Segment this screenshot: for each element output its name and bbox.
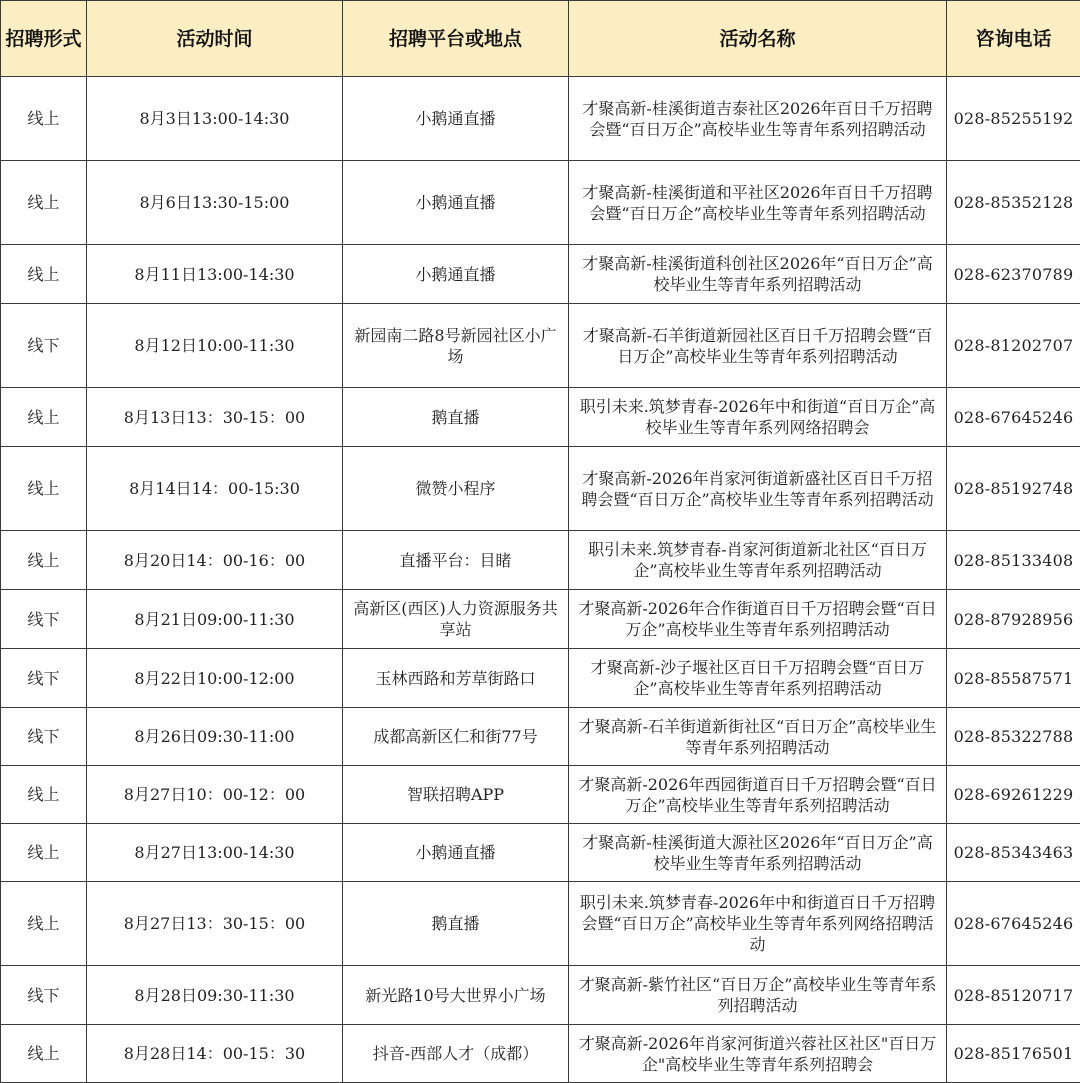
cell-place: 玉林西路和芳草街路口 (343, 649, 569, 708)
cell-format: 线上 (1, 245, 87, 304)
cell-place: 新光路10号大世界小广场 (343, 966, 569, 1025)
cell-phone: 028-85587571 (947, 649, 1080, 708)
cell-phone: 028-85133408 (947, 531, 1080, 590)
cell-name: 才聚高新-2026年西园街道百日千万招聘会暨“百日万企”高校毕业生等青年系列招聘活动 (569, 766, 947, 824)
cell-phone: 028-85255192 (947, 77, 1080, 161)
table-row (1, 824, 1080, 882)
cell-place: 高新区(西区)人力资源服务共享站 (343, 590, 569, 649)
cell-place: 鹅直播 (343, 388, 569, 447)
cell-format: 线上 (1, 77, 87, 161)
table-row (1, 708, 1080, 766)
cell-phone: 028-62370789 (947, 245, 1080, 304)
cell-phone: 028-85322788 (947, 708, 1080, 766)
cell-phone: 028-81202707 (947, 304, 1080, 388)
cell-place: 成都高新区仁和街77号 (343, 708, 569, 766)
cell-format: 线下 (1, 966, 87, 1025)
cell-format: 线上 (1, 161, 87, 245)
cell-name: 才聚高新-桂溪街道吉泰社区2026年百日千万招聘会暨“百日万企”高校毕业生等青年系列招聘活动 (569, 77, 947, 161)
cell-format: 线上 (1, 766, 87, 824)
cell-place: 抖音-西部人才（成都） (343, 1025, 569, 1083)
cell-time: 8月14日14：00-15:30 (87, 447, 343, 531)
table-row (1, 531, 1080, 590)
cell-format: 线上 (1, 388, 87, 447)
table-header (1, 1, 1080, 77)
table-row (1, 649, 1080, 708)
cell-phone: 028-69261229 (947, 766, 1080, 824)
cell-name: 职引未来.筑梦青春-2026年中和街道百日千万招聘会暨“百日万企”高校毕业生等青年系列网络招聘活动 (569, 882, 947, 966)
cell-place: 小鹅通直播 (343, 245, 569, 304)
cell-name: 才聚高新-桂溪街道大源社区2026年“百日万企”高校毕业生等青年系列招聘活动 (569, 824, 947, 882)
table-row (1, 1025, 1080, 1083)
cell-format: 线上 (1, 531, 87, 590)
cell-time: 8月12日10:00-11:30 (87, 304, 343, 388)
cell-phone: 028-85120717 (947, 966, 1080, 1025)
cell-place: 智联招聘APP (343, 766, 569, 824)
cell-place: 小鹅通直播 (343, 77, 569, 161)
cell-name: 才聚高新-沙子堰社区百日千万招聘会暨“百日万企”高校毕业生等青年系列招聘活动 (569, 649, 947, 708)
table-body (1, 77, 1080, 1083)
table-row (1, 882, 1080, 966)
cell-time: 8月28日14：00-15：30 (87, 1025, 343, 1083)
cell-format: 线下 (1, 304, 87, 388)
cell-time: 8月21日09:00-11:30 (87, 590, 343, 649)
cell-name: 才聚高新-2026年肖家河街道兴蓉社区社区"百日万企"高校毕业生等青年系列招聘会 (569, 1025, 947, 1083)
header-name: 活动名称 (569, 1, 947, 77)
cell-phone: 028-85343463 (947, 824, 1080, 882)
cell-name: 才聚高新-桂溪街道科创社区2026年“百日万企”高校毕业生等青年系列招聘活动 (569, 245, 947, 304)
table-row (1, 590, 1080, 649)
cell-phone: 028-67645246 (947, 882, 1080, 966)
cell-name: 才聚高新-紫竹社区“百日万企”高校毕业生等青年系列招聘活动 (569, 966, 947, 1025)
cell-name: 才聚高新-石羊街道新街社区“百日万企”高校毕业生等青年系列招聘活动 (569, 708, 947, 766)
cell-time: 8月26日09:30-11:00 (87, 708, 343, 766)
cell-format: 线上 (1, 447, 87, 531)
cell-phone: 028-85352128 (947, 161, 1080, 245)
table-row (1, 77, 1080, 161)
cell-name: 职引未来.筑梦青春-2026年中和街道“百日万企”高校毕业生等青年系列网络招聘会 (569, 388, 947, 447)
cell-time: 8月27日13:00-14:30 (87, 824, 343, 882)
header-phone: 咨询电话 (947, 1, 1080, 77)
cell-format: 线上 (1, 824, 87, 882)
cell-place: 小鹅通直播 (343, 161, 569, 245)
cell-format: 线下 (1, 708, 87, 766)
cell-place: 新园南二路8号新园社区小广场 (343, 304, 569, 388)
table-row (1, 966, 1080, 1025)
header-format: 招聘形式 (1, 1, 87, 77)
cell-name: 才聚高新-石羊街道新园社区百日千万招聘会暨“百日万企”高校毕业生等青年系列招聘活动 (569, 304, 947, 388)
cell-name: 才聚高新-桂溪街道和平社区2026年百日千万招聘会暨“百日万企”高校毕业生等青年系列招聘活动 (569, 161, 947, 245)
cell-time: 8月6日13:30-15:00 (87, 161, 343, 245)
header-row (1, 1, 1080, 77)
cell-time: 8月11日13:00-14:30 (87, 245, 343, 304)
cell-time: 8月27日13：30-15：00 (87, 882, 343, 966)
cell-place: 小鹅通直播 (343, 824, 569, 882)
cell-place: 微赞小程序 (343, 447, 569, 531)
cell-time: 8月20日14：00-16：00 (87, 531, 343, 590)
table-row (1, 766, 1080, 824)
cell-name: 才聚高新-2026年合作街道百日千万招聘会暨“百日万企”高校毕业生等青年系列招聘活动 (569, 590, 947, 649)
header-place: 招聘平台或地点 (343, 1, 569, 77)
cell-time: 8月27日10：00-12：00 (87, 766, 343, 824)
cell-place: 直播平台：目睹 (343, 531, 569, 590)
cell-phone: 028-85176501 (947, 1025, 1080, 1083)
cell-name: 职引未来.筑梦青春-肖家河街道新北社区“百日万企”高校毕业生等青年系列招聘活动 (569, 531, 947, 590)
table-row (1, 388, 1080, 447)
cell-time: 8月3日13:00-14:30 (87, 77, 343, 161)
cell-time: 8月28日09:30-11:30 (87, 966, 343, 1025)
cell-format: 线上 (1, 882, 87, 966)
table-row (1, 447, 1080, 531)
cell-phone: 028-85192748 (947, 447, 1080, 531)
cell-name: 才聚高新-2026年肖家河街道新盛社区百日千万招聘会暨“百日万企”高校毕业生等青年系列招聘活动 (569, 447, 947, 531)
cell-phone: 028-67645246 (947, 388, 1080, 447)
cell-format: 线下 (1, 649, 87, 708)
cell-time: 8月22日10:00-12:00 (87, 649, 343, 708)
cell-phone: 028-87928956 (947, 590, 1080, 649)
header-time: 活动时间 (87, 1, 343, 77)
cell-format: 线上 (1, 1025, 87, 1083)
table-row (1, 161, 1080, 245)
table-row (1, 245, 1080, 304)
cell-place: 鹅直播 (343, 882, 569, 966)
cell-format: 线下 (1, 590, 87, 649)
table-row (1, 304, 1080, 388)
cell-time: 8月13日13：30-15：00 (87, 388, 343, 447)
